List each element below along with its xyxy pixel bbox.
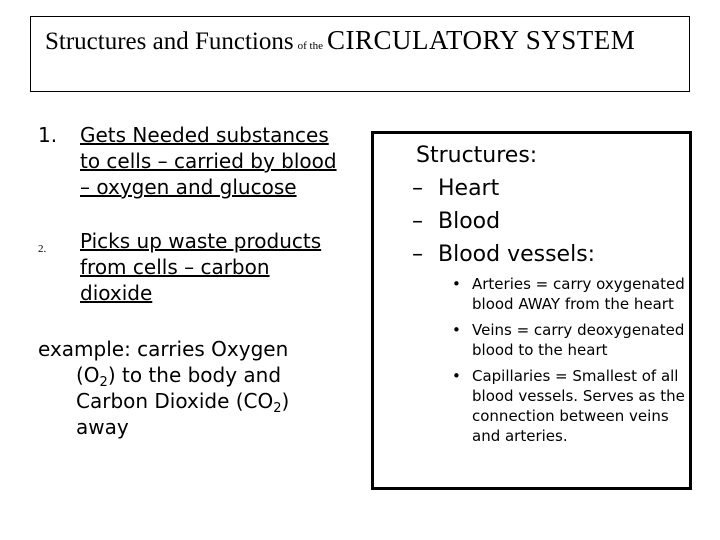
structures-list bbox=[412, 172, 595, 271]
vessel-item-arteries bbox=[452, 274, 688, 314]
vessel-types-list bbox=[452, 274, 688, 452]
vessel-text: Arteries = carry oxygenated blood AWAY from the heart bbox=[472, 275, 685, 313]
bullet-icon: • bbox=[452, 275, 461, 293]
vessel-text: Capillaries = Smallest of all blood vessels. Serves as the connection between veins and arteries. bbox=[472, 367, 685, 445]
co2-close: ) away bbox=[76, 389, 290, 439]
dash-icon: – bbox=[412, 209, 423, 234]
structure-label: Blood vessels: bbox=[438, 242, 596, 267]
functions-column bbox=[38, 122, 338, 440]
dash-icon: – bbox=[412, 176, 423, 201]
function-item-2 bbox=[38, 228, 338, 306]
example-rest bbox=[38, 362, 298, 440]
bullet-icon: • bbox=[452, 367, 461, 385]
title-box bbox=[30, 16, 690, 92]
title-part-of-the: of the bbox=[297, 40, 323, 52]
bullet-icon: • bbox=[452, 321, 461, 339]
function-number-2: 2. bbox=[38, 243, 47, 255]
title-part-system: CIRCULATORY SYSTEM bbox=[326, 25, 636, 55]
page-title bbox=[45, 25, 635, 56]
vessel-item-capillaries bbox=[452, 366, 688, 446]
co2-open: (CO bbox=[235, 389, 274, 413]
dash-icon: – bbox=[412, 242, 423, 267]
structures-box bbox=[371, 131, 692, 490]
co2-subscript: 2 bbox=[273, 401, 282, 416]
structure-item-blood bbox=[412, 205, 595, 238]
o2-subscript: 2 bbox=[99, 375, 108, 390]
vessel-text: Veins = carry deoxygenated blood to the heart bbox=[472, 321, 685, 359]
example-text bbox=[38, 336, 298, 440]
o2-close: ) to the body and Carbon Dioxide bbox=[76, 363, 282, 413]
example-line-1: example: carries Oxygen bbox=[38, 337, 289, 361]
structure-label: Blood bbox=[438, 209, 501, 234]
structure-label: Heart bbox=[438, 176, 500, 201]
o2-open: (O bbox=[76, 363, 100, 387]
title-part-structures: Structures and Functions bbox=[45, 28, 294, 55]
structure-item-heart bbox=[412, 172, 595, 205]
function-text-1: Gets Needed substances to cells – carried by blood – oxygen and glucose bbox=[80, 123, 337, 199]
structure-item-blood-vessels bbox=[412, 238, 595, 271]
function-text-2: Picks up waste products from cells – carbon dioxide bbox=[80, 229, 322, 305]
function-number-1: 1. bbox=[38, 123, 58, 147]
vessel-item-veins bbox=[452, 320, 688, 360]
structures-heading: Structures: bbox=[416, 143, 538, 168]
function-item-1 bbox=[38, 122, 338, 200]
